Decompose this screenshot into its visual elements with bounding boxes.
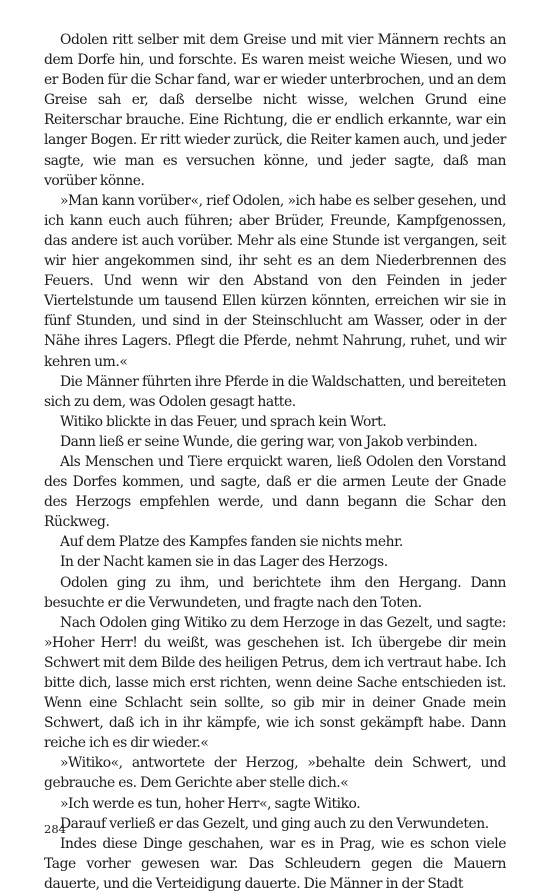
paragraph: Auf dem Platze des Kampfes fanden sie nichts mehr. [60,534,403,551]
paragraph: Darauf verließ er das Gezelt, und ging auch zu den Verwundeten. [60,815,489,832]
paragraph: »Man kann vorüber«, rief Odolen, »ich habe es selber gesehen, und ich kann euch auch führen; aber Brüder, Freunde, Kampfgenossen, das andere ist auch vorüber. Mehr als eine Stunde ist vergangen, seit wir hier angekommen sind, ihr seht es an dem Niederbrennen des Feuers. Und wenn wir den Abstand von den Feinden in jeder Viertelstunde um tausend Ellen kürzen könnten, erreichen wir sie in fünf Stunden, und sind in der Steinschlucht am Wasser, oder in der Nähe ihres Lagers. Pflegt die Pferde, nehmt Nahrung, ruhet, und wir kehren um.« [44,192,506,370]
paragraph: »Witiko«, antwortete der Herzog, »behalte dein Schwert, und gebrauche es. Dem Gerichte aber stelle dich.« [44,755,506,792]
paragraph: »Ich werde es tun, hoher Herr«, sagte Witiko. [60,795,361,812]
paragraph: Odolen ging zu ihm, und berichtete ihm den Hergang. Dann besuchte er die Verwundeten, und fragte nach den Toten. [44,574,506,611]
paragraph: Dann ließ er seine Wunde, die gering war, von Jakob verbinden. [60,433,478,450]
paragraph: Als Menschen und Tiere erquickt waren, ließ Odolen den Vorstand des Dorfes kommen, und sagte, daß er die armen Leute der Gnade des Herzogs empfehlen werde, und dann begann die Schar den Rückweg. [44,453,506,531]
text-block [44,30,506,894]
paragraph: Witiko blickte in das Feuer, und sprach kein Wort. [60,413,387,430]
page-body [44,30,506,894]
paragraph: In der Nacht kamen sie in das Lager des Herzogs. [60,554,388,571]
page-number: 284 [44,822,66,836]
paragraph: Odolen ritt selber mit dem Greise und mit vier Männern rechts an dem Dorfe hin, und forschte. Es waren meist weiche Wiesen, und wo er Boden für die Schar fand, war er wieder unterbrochen, und an dem Greise sah er, daß derselbe nicht wisse, welchen Grund eine Reiterschar brauche. Eine Richtung, die er endlich erkannte, war ein langer Bogen. Er ritt wieder zurück, die Reiter kamen auch, und jeder sagte, wie man es versuchen könne, und jeder sagte, daß man vorüber könne. [44,32,506,189]
paragraph: Die Männer führten ihre Pferde in die Waldschatten, und bereiteten sich zu dem, was Odolen gesagt hatte. [44,373,506,410]
paragraph: Nach Odolen ging Witiko zu dem Herzoge in das Gezelt, und sagte: »Hoher Herr! du weißt, was geschehen ist. Ich übergebe dir mein Schwert mit dem Bilde des heiligen Petrus, dem ich vertraut habe. Ich bitte dich, lasse mich erst richten, wenn deine Sache entschieden ist. Wenn eine Schlacht sein sollte, so gib mir in deiner Gnade mein Schwert, daß ich in ihr kämpfe, wie ich sonst gekämpft habe. Dann reiche ich es dir wieder.« [44,614,506,752]
paragraph: Indes diese Dinge geschahen, war es in Prag, wie es schon viele Tage vorher gewesen war. Das Schleudern gegen die Mauern dauerte, und die Verteidigung dauerte. Die Männer in der Stadt [44,835,506,892]
